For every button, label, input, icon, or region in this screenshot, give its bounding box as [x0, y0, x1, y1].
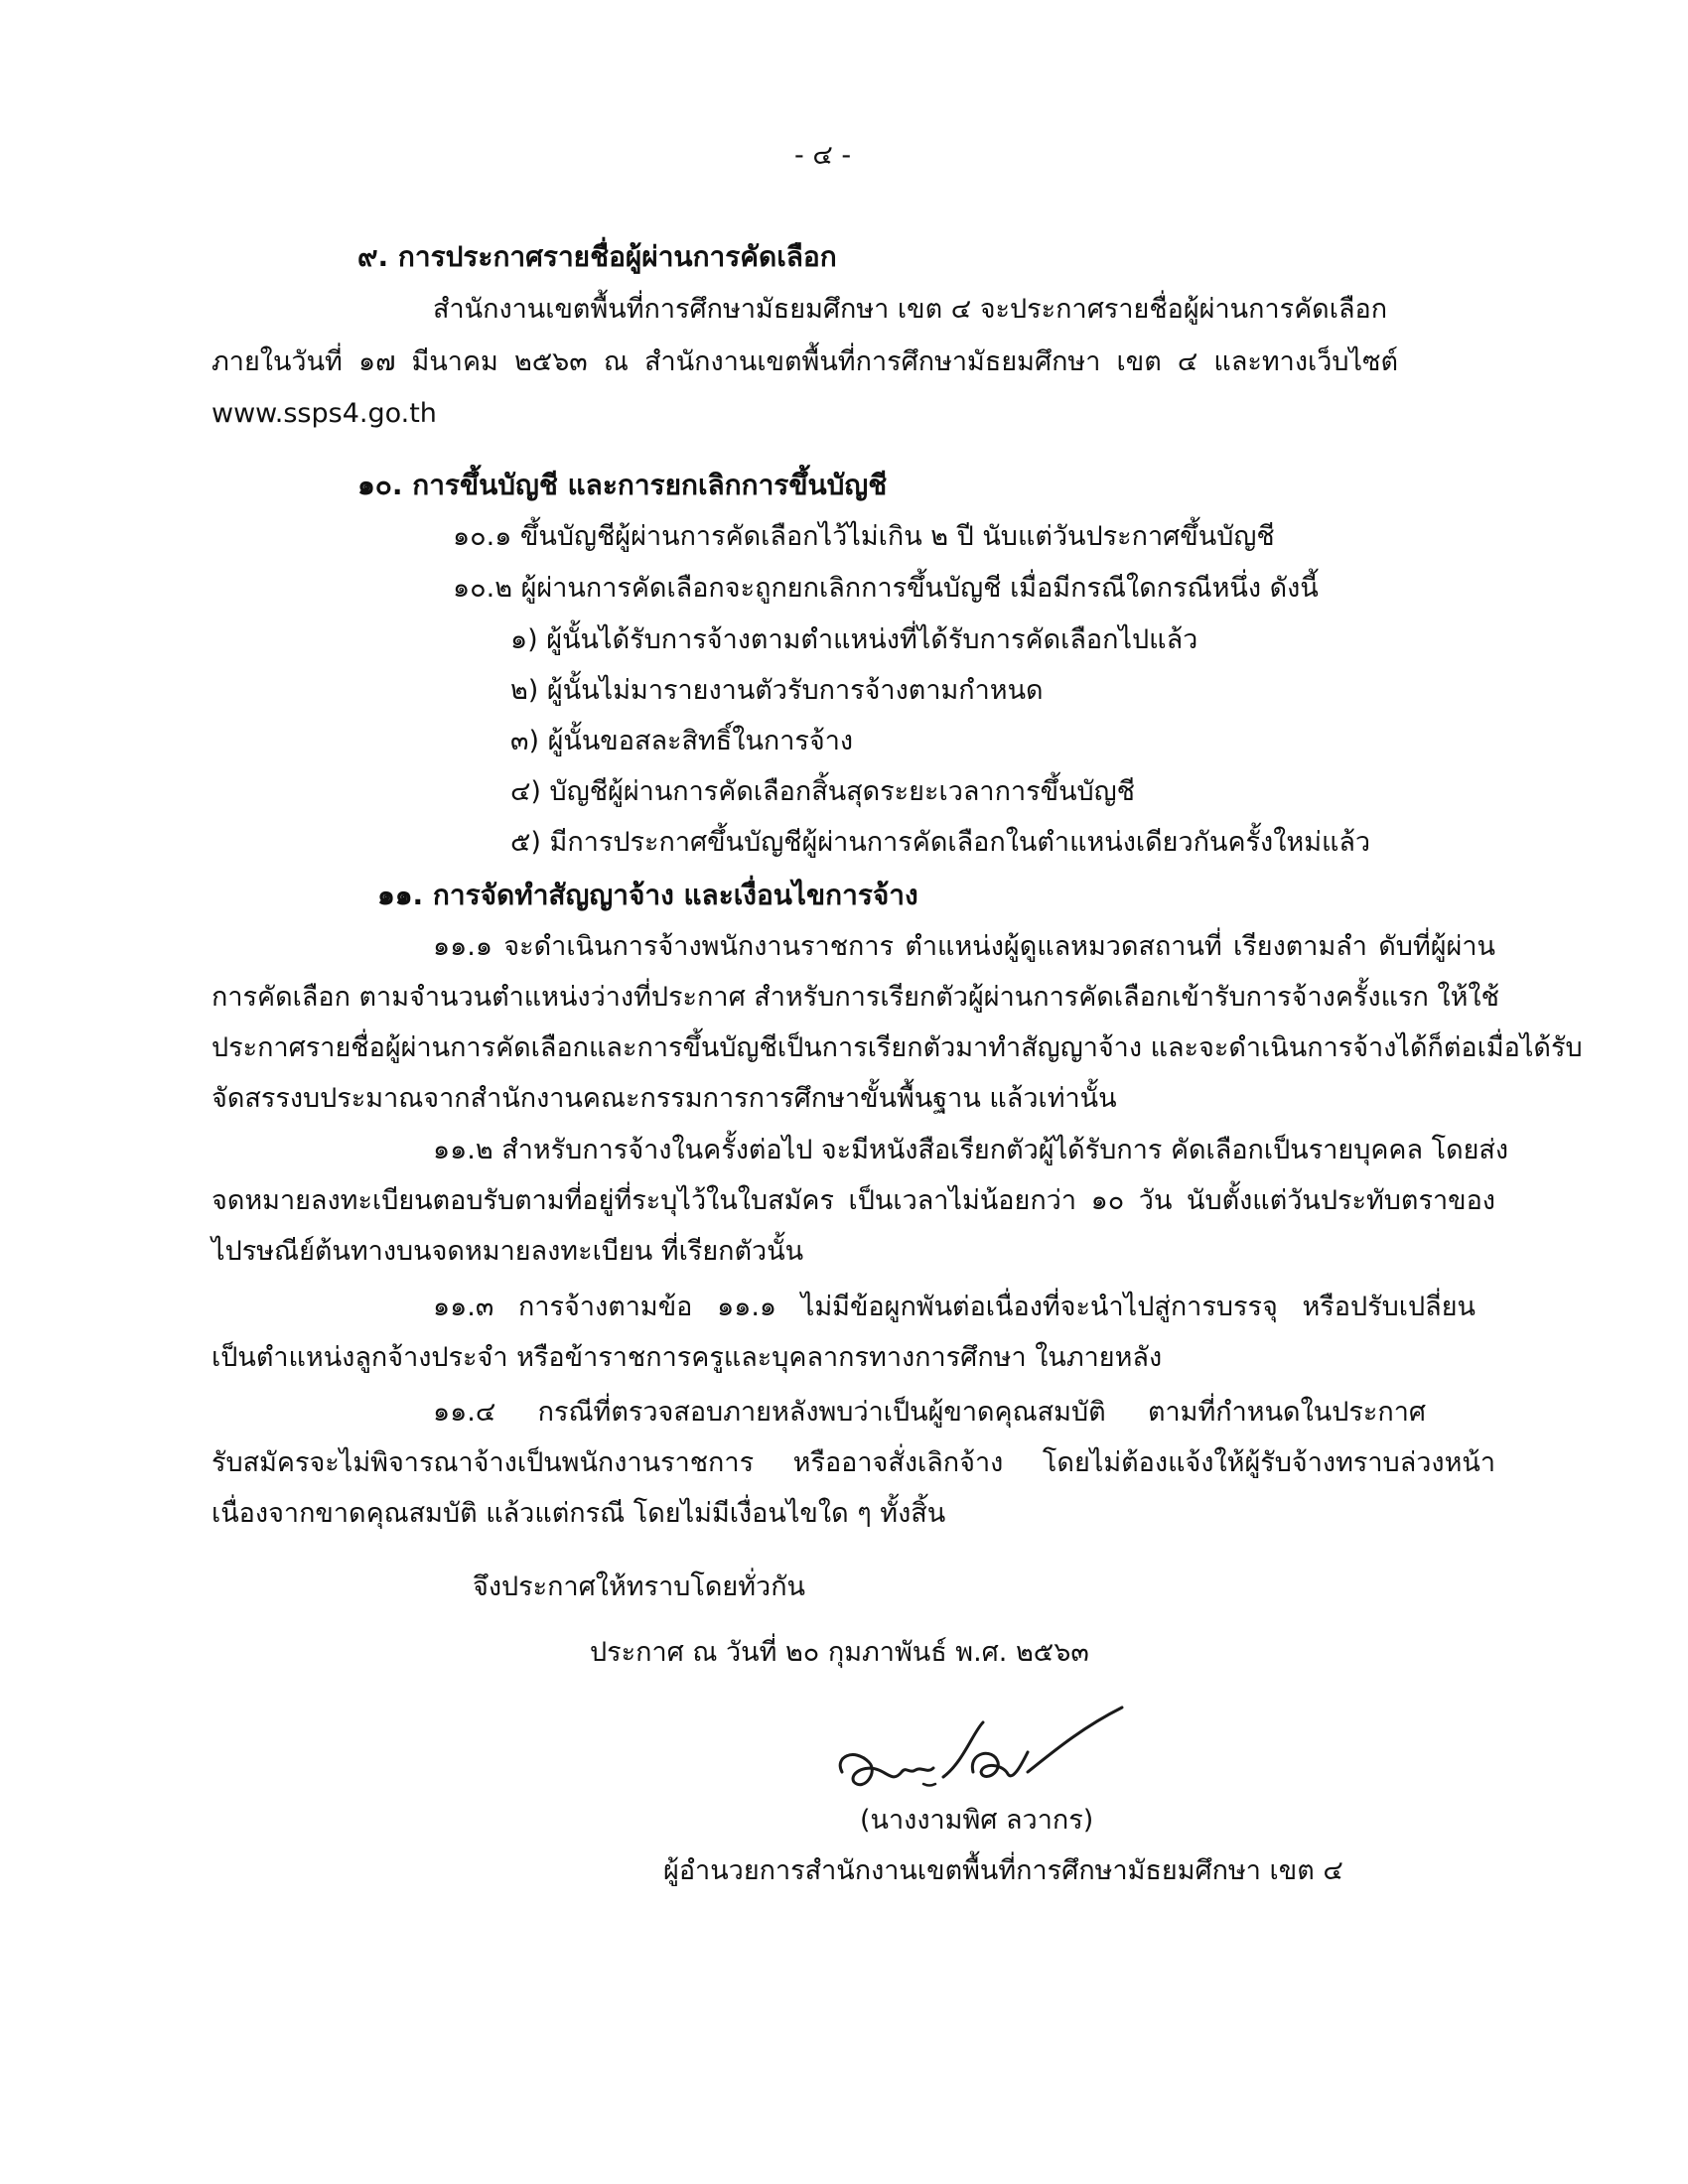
signer-title: ผู้อำนวยการสำนักงานเขตพื้นที่การศึกษามัธยมศึกษา เขต ๔ [663, 1855, 1343, 1886]
section11-p2-line3: ไปรษณีย์ต้นทางบนจดหมายลงทะเบียน ที่เรียกตัวนั้น [211, 1236, 804, 1267]
section9-website: www.ssps4.go.th [211, 398, 437, 429]
section11-p3-line2: เป็นตำแหน่งลูกจ้างประจำ หรือข้าราชการครูและบุคลากรทางการศึกษา ในภายหลัง [211, 1342, 1163, 1373]
section11-p4-line1: ๑๑.๔ กรณีที่ตรวจสอบภายหลังพบว่าเป็นผู้ขาดคุณสมบัติ ตามที่กำหนดในประกาศ [433, 1397, 1426, 1428]
section11-p4-line3: เนื่องจากขาดคุณสมบัติ แล้วแต่กรณี โดยไม่มีเงื่อนไขใด ๆ ทั้งสิ้น [211, 1498, 946, 1529]
section10-subitem-1: ๑) ผู้นั้นได้รับการจ้างตามตำแหน่งที่ได้รับการคัดเลือกไปแล้ว [510, 624, 1198, 655]
section9-line2: ภายในวันที่ ๑๗ มีนาคม ๒๕๖๓ ณ สำนักงานเขตพื้นที่การศึกษามัธยมศึกษา เขต ๔ และทางเว็บไซต์ [211, 346, 1398, 377]
section9-line1: สำนักงานเขตพื้นที่การศึกษามัธยมศึกษา เขต ๔ จะประกาศรายชื่อผู้ผ่านการคัดเลือก [433, 294, 1388, 325]
section10-item2: ๑๐.๒ ผู้ผ่านการคัดเลือกจะถูกยกเลิกการขึ้นบัญชี เมื่อมีกรณีใดกรณีหนึ่ง ดังนี้ [453, 573, 1319, 604]
announcement-date: ประกาศ ณ วันที่ ๒๐ กุมภาพันธ์ พ.ศ. ๒๕๖๓ [590, 1637, 1089, 1668]
section11-p1-line4: จัดสรรงบประมาณจากสำนักงานคณะกรรมการการศึกษาขั้นพื้นฐาน แล้วเท่านั้น [211, 1083, 1117, 1114]
section10-subitem-5: ๕) มีการประกาศขึ้นบัญชีผู้ผ่านการคัดเลือกในตำแหน่งเดียวกันครั้งใหม่แล้ว [510, 827, 1371, 858]
section11-p1-line1: ๑๑.๑ จะดำเนินการจ้างพนักงานราชการ ตำแหน่งผู้ดูแลหมวดสถานที่ เรียงตามลำ ดับที่ผู้ผ่าน [433, 931, 1495, 962]
section11-p4-line2: รับสมัครจะไม่พิจารณาจ้างเป็นพนักงานราชการ หรืออาจสั่งเลิกจ้าง โดยไม่ต้องแจ้งให้ผู้รับจ้างทราบล่วงหน้า [211, 1447, 1495, 1478]
section11-p1-line2: การคัดเลือก ตามจำนวนตำแหน่งว่างที่ประกาศ สำหรับการเรียกตัวผู้ผ่านการคัดเลือกเข้ารับการจ้างครั้งแรก ให้ใช้ [211, 982, 1499, 1013]
page-number: - ๔ - [794, 140, 852, 171]
section11-heading: ๑๑. การจัดทำสัญญาจ้าง และเงื่อนไขการจ้าง [377, 879, 918, 911]
section11-p2-line2: จดหมายลงทะเบียนตอบรับตามที่อยู่ที่ระบุไว้ในใบสมัคร เป็นเวลาไม่น้อยกว่า ๑๐ วัน นับตั้งแต่วันประทับตราของ [211, 1185, 1495, 1216]
section10-heading: ๑๐. การขึ้นบัญชี และการยกเลิกการขึ้นบัญชี [357, 469, 888, 501]
signer-name: (นางงามพิศ ลวากร) [860, 1805, 1094, 1836]
section11-p2-line1: ๑๑.๒ สำหรับการจ้างในครั้งต่อไป จะมีหนังสือเรียกตัวผู้ได้รับการ คัดเลือกเป็นรายบุคคล โดยส่ง [433, 1135, 1509, 1165]
section10-subitem-2: ๒) ผู้นั้นไม่มารายงานตัวรับการจ้างตามกำหนด [510, 675, 1044, 706]
closing-statement: จึงประกาศให้ทราบโดยทั่วกัน [473, 1571, 805, 1602]
section9-heading: ๙. การประกาศรายชื่อผู้ผ่านการคัดเลือก [357, 240, 837, 273]
section10-subitem-3: ๓) ผู้นั้นขอสละสิทธิ์ในการจ้าง [510, 726, 854, 756]
section11-p1-line3: ประกาศรายชื่อผู้ผ่านการคัดเลือกและการขึ้นบัญชีเป็นการเรียกตัวมาทำสัญญาจ้าง และจะดำเนินการจ้างได้ก็ต่อเมื่อได้รับ [211, 1032, 1583, 1063]
section10-subitem-4: ๔) บัญชีผู้ผ่านการคัดเลือกสิ้นสุดระยะเวลาการขึ้นบัญชี [510, 776, 1135, 807]
section11-p3-line1: ๑๑.๓ การจ้างตามข้อ ๑๑.๑ ไม่มีข้อผูกพันต่อเนื่องที่จะนำไปสู่การบรรจุ หรือปรับเปลี่ยน [433, 1292, 1476, 1322]
section10-item1: ๑๐.๑ ขึ้นบัญชีผู้ผ่านการคัดเลือกไว้ไม่เกิน ๒ ปี นับแต่วันประกาศขึ้นบัญชี [453, 521, 1275, 552]
